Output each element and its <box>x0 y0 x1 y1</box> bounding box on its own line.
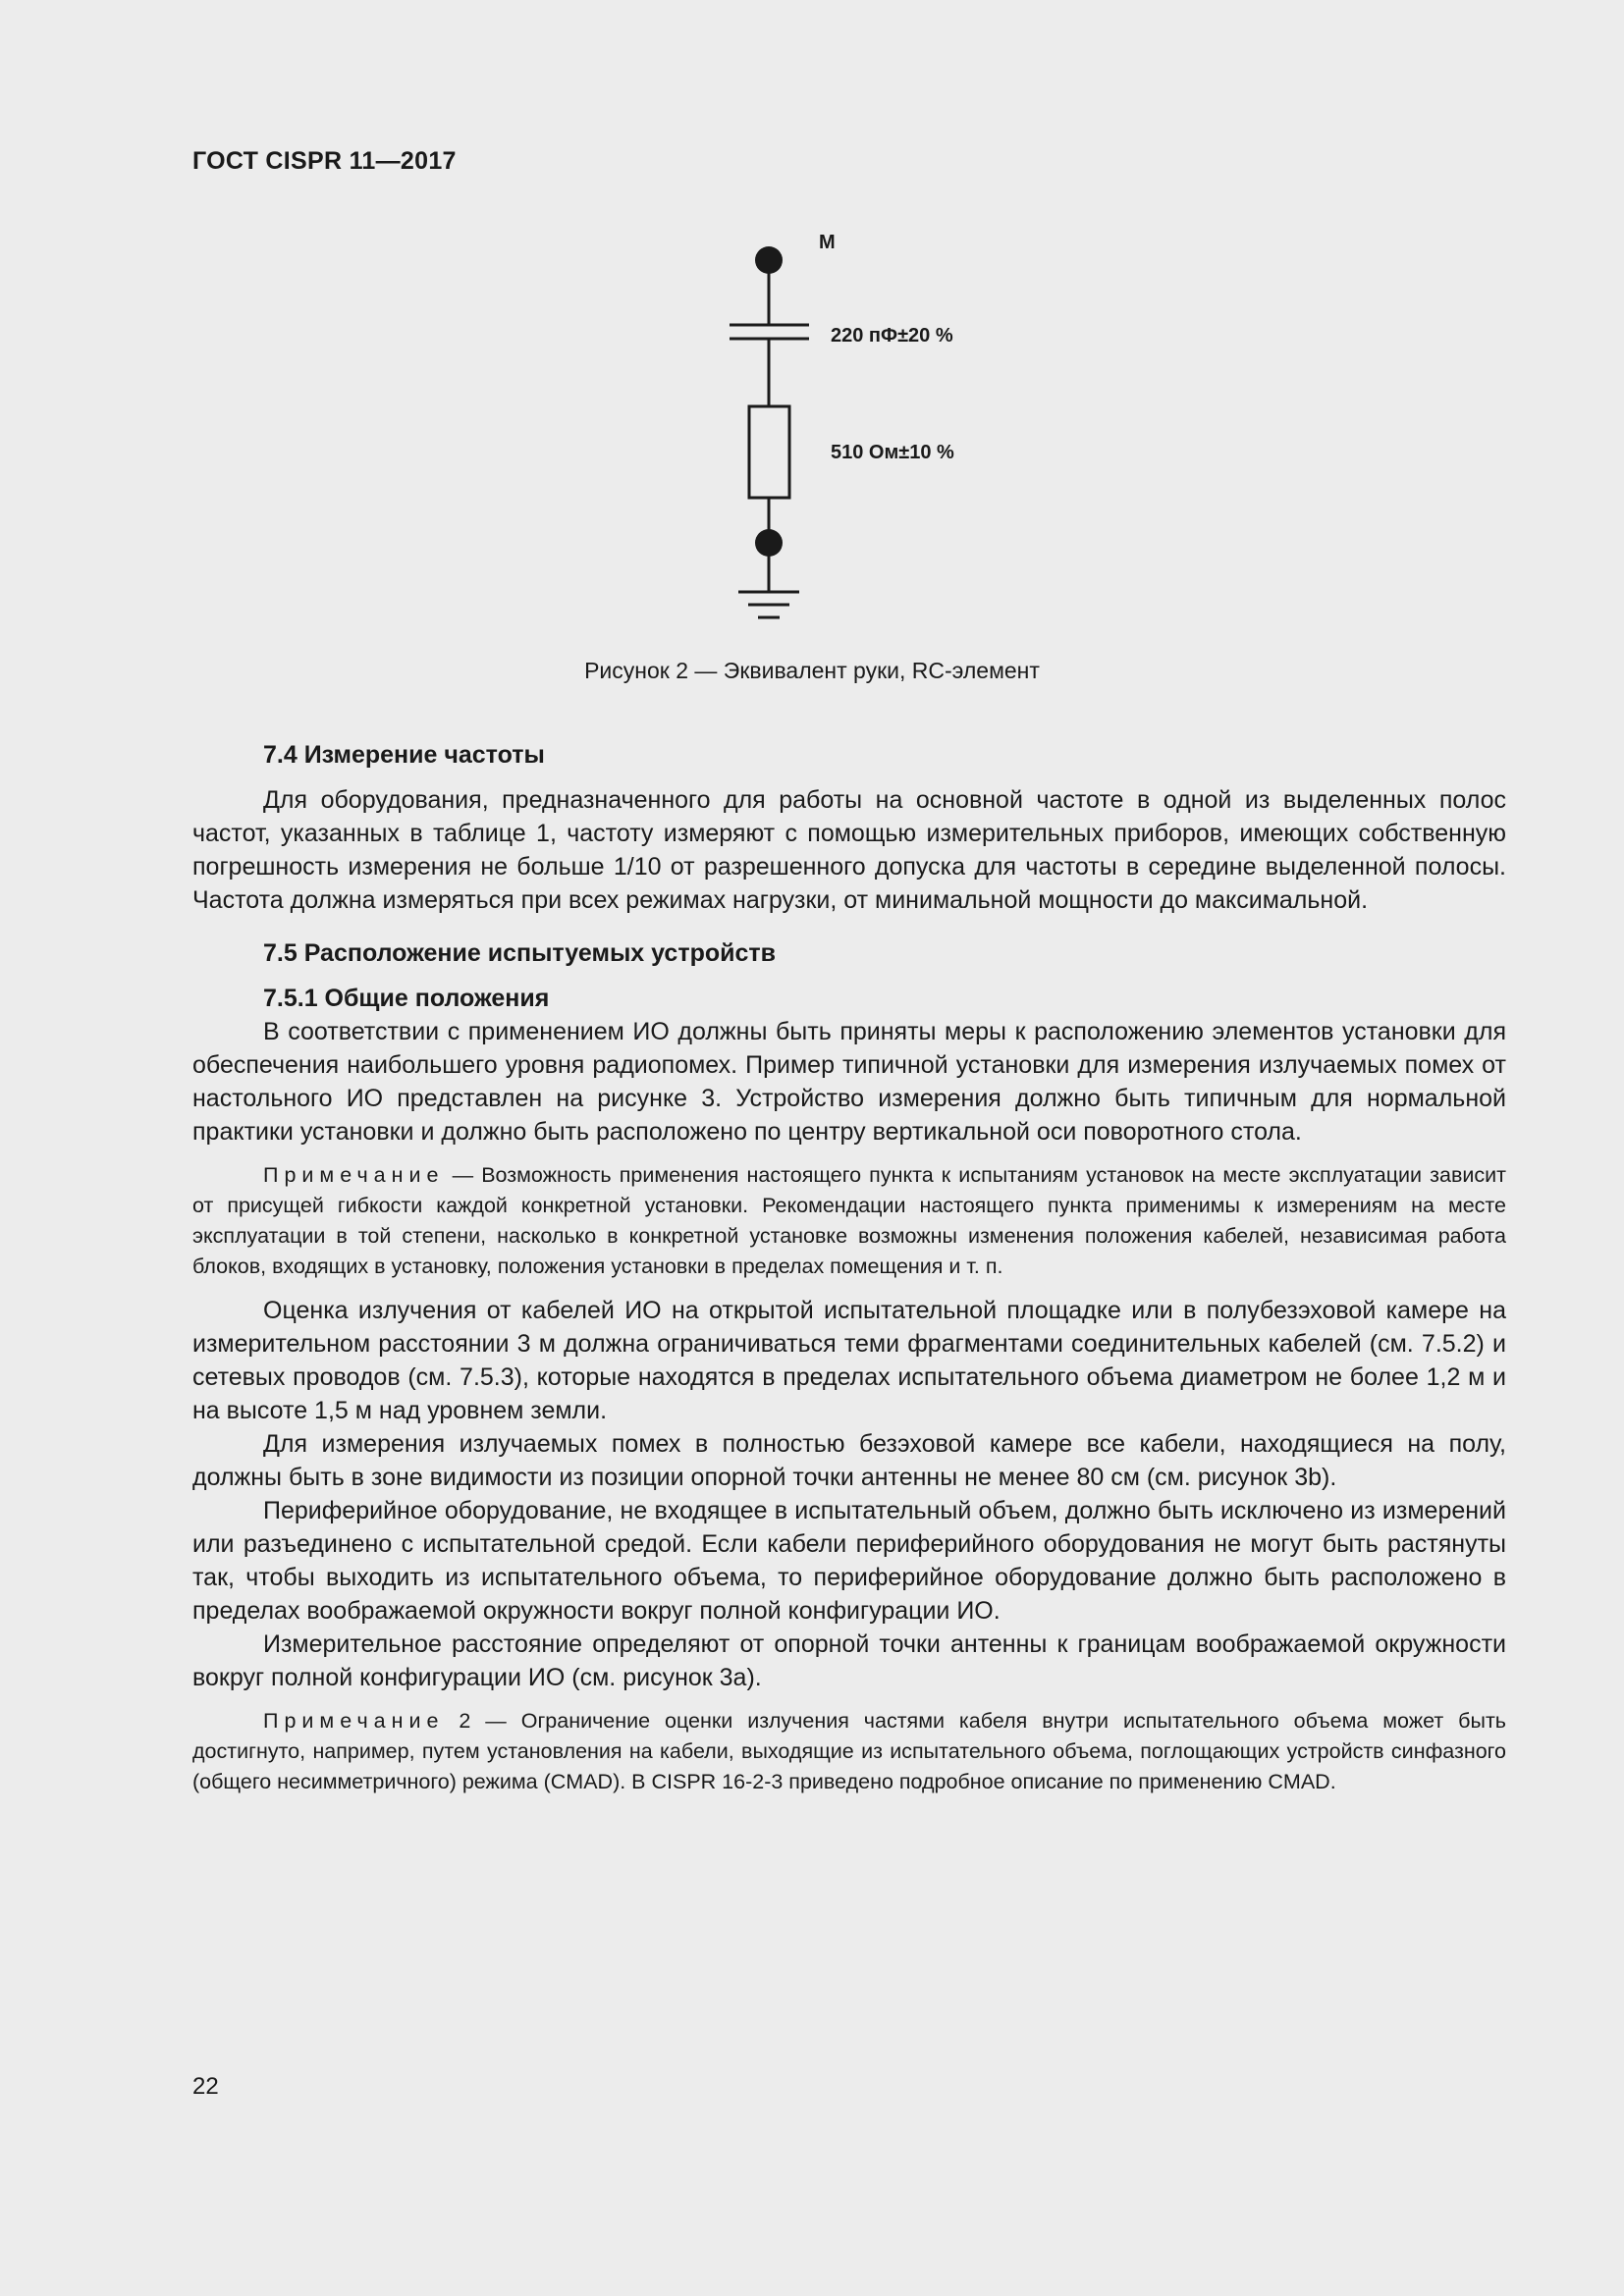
section-7-4-text: Для оборудования, предназначенного для работы на основной частоте в одной из выделенных полос частот, указанных в таблице 1, частоту измеряют с помощью измерительных приборов, имеющих собственную погрешность измерения не больше 1/10 от разрешенного допуска для частоты в середине выделенной полосы. Частота должна измеряться при всех режимах нагрузки, от минимальной мощности до максимальной. <box>192 786 1506 914</box>
section-7-5-1-title: 7.5.1 Общие положения <box>263 985 550 1012</box>
section-7-5-title: 7.5 Расположение испытуемых устройств <box>263 939 776 967</box>
terminal-label: M <box>819 232 836 253</box>
page-number: 22 <box>192 2073 219 2100</box>
rc-circuit-diagram <box>687 221 1080 633</box>
note-1-label: Примечание <box>263 1163 445 1187</box>
rc-circuit-figure <box>687 221 1080 633</box>
resistor-label: 510 Ом±10 % <box>831 442 954 463</box>
paragraph-measurement-distance: Измерительное расстояние определяют от опорной точки антенны к границам воображаемой окружности вокруг полной конфигурации ИО (см. рисунок 3а). <box>192 1630 1506 1691</box>
section-7-4-title: 7.4 Измерение частоты <box>263 741 545 769</box>
capacitor-label: 220 пФ±20 % <box>831 325 953 347</box>
resistor <box>749 406 789 498</box>
note-2-text: 2 — Ограничение оценки излучения частями кабеля внутри испытательного объема может быть достигнуто, например, путем установления на кабели, выходящие из испытательного объема, поглощающих устройств синфазного (общего несимметричного) режима (CMAD). В CISPR 16-2-3 приведено подробное описание по применению CMAD. <box>192 1709 1506 1793</box>
main-content <box>192 738 1506 1797</box>
note-1-text: — Возможность применения настоящего пункта к испытаниям установок на месте эксплуатации зависит от присущей гибкости каждой конкретной установки. Рекомендации настоящего пункта применимы к измерениям на месте эксплуатации в той степени, насколько в конкретной установке возможны изменения положения кабелей, независимая работа блоков, входящих в установку, положения установки в пределах помещения и т. п. <box>192 1163 1506 1278</box>
note-1 <box>192 1160 1506 1282</box>
paragraph-peripheral-equipment: Периферийное оборудование, не входящее в испытательный объем, должно быть исключено из измерений или разъединено с испытательной средой. Если кабели периферийного оборудования не могут быть растянуты так, чтобы выходить из испытательного объема, то периферийное оборудование должно быть расположено в пределах воображаемой окружности вокруг полной конфигурации ИО. <box>192 1497 1506 1625</box>
figure-caption: Рисунок 2 — Эквивалент руки, RC-элемент <box>584 658 1040 683</box>
paragraph-cable-evaluation: Оценка излучения от кабелей ИО на открытой испытательной площадке или в полубезэховой камере на измерительном расстоянии 3 м должна ограничиваться теми фрагментами соединительных кабелей (см. 7.5.2) и сетевых проводов (см. 7.5.3), которые находятся в пределах испытательного объема диаметром не более 1,2 м и на высоте 1,5 м над уровнем земли. <box>192 1297 1506 1424</box>
document-header: ГОСТ CISPR 11—2017 <box>192 147 457 175</box>
note-2 <box>192 1706 1506 1797</box>
section-7-5-1-text: В соответствии с применением ИО должны быть приняты меры к расположению элементов установки для обеспечения наибольшего уровня радиопомех. Пример типичной установки для измерения излучаемых помех от настольного ИО представлен на рисунке 3. Устройство измерения должно быть типичным для нормальной практики установки и должно быть расположено по центру вертикальной оси поворотного стола. <box>192 1018 1506 1146</box>
paragraph-anechoic-chamber: Для измерения излучаемых помех в полностью безэховой камере все кабели, находящиеся на полу, должны быть в зоне видимости из позиции опорной точки антенны не менее 80 см (см. рисунок 3b). <box>192 1430 1506 1491</box>
note-2-label: Примечание <box>263 1709 445 1733</box>
